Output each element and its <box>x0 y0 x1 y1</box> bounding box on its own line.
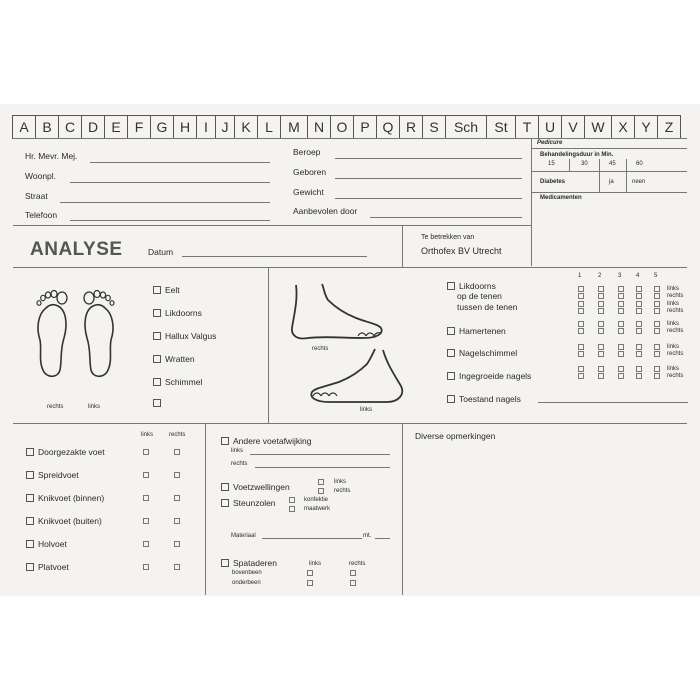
foot-bottom-label: links <box>360 407 373 413</box>
deformity-label: Knikvoet (buiten) <box>38 516 102 526</box>
toe-checkbox[interactable] <box>578 344 584 350</box>
swelling-links-checkbox[interactable] <box>318 479 324 485</box>
medication-label: Medicamenten <box>540 195 582 201</box>
toe-number: 1 <box>578 273 582 279</box>
checkbox[interactable] <box>26 517 34 525</box>
grid-links: links <box>667 366 680 372</box>
toe-checkbox[interactable] <box>654 286 660 292</box>
toe-sublabel: tussen de tenen <box>457 302 518 312</box>
supplier-label: Te betrekken van <box>421 234 475 241</box>
deformity-side-checkbox[interactable] <box>174 541 180 547</box>
condition-other[interactable] <box>153 399 161 407</box>
checkbox[interactable] <box>221 499 229 507</box>
grid-links: links <box>667 301 680 307</box>
checkbox[interactable] <box>221 559 229 567</box>
duration-15[interactable]: 15 <box>548 161 555 167</box>
deformity-side-checkbox[interactable] <box>143 449 149 455</box>
toe-checkbox[interactable] <box>618 328 624 334</box>
toe-checkbox[interactable] <box>618 301 624 307</box>
letter-tab[interactable]: C <box>58 115 82 139</box>
toe-number: 4 <box>636 273 640 279</box>
deformity-item[interactable] <box>26 493 104 503</box>
toe-checkbox[interactable] <box>598 328 604 334</box>
letter-tab[interactable]: L <box>257 115 281 139</box>
grid-links: links <box>667 286 680 292</box>
toe-checkbox[interactable] <box>654 351 660 357</box>
deformity-item[interactable] <box>26 447 105 457</box>
checkbox[interactable] <box>447 282 455 290</box>
toe-checkbox[interactable] <box>578 328 584 334</box>
varices-onderbeen: onderbeen <box>232 580 261 586</box>
diabetes-label: Diabetes <box>540 179 566 185</box>
toe-checkbox[interactable] <box>654 293 660 299</box>
letter-tab[interactable]: N <box>307 115 331 139</box>
toe-nail-state[interactable] <box>447 394 521 404</box>
toe-checkbox[interactable] <box>618 286 624 292</box>
duration-60[interactable]: 60 <box>636 161 643 167</box>
analyse-divider <box>402 225 403 267</box>
foot-swelling[interactable] <box>221 482 290 492</box>
toe-number: 3 <box>618 273 622 279</box>
letter-tab[interactable]: K <box>234 115 258 139</box>
toe-checkbox[interactable] <box>636 366 642 372</box>
insoles-konfektie-checkbox[interactable] <box>289 497 295 503</box>
toe-checkbox[interactable] <box>654 344 660 350</box>
analyse-title: ANALYSE <box>30 239 123 260</box>
toe-sublabel: op de tenen <box>457 291 502 301</box>
condition-label: Schimmel <box>165 377 203 387</box>
side-panel-divider <box>531 138 532 266</box>
checkbox[interactable] <box>447 349 455 357</box>
deformity-label: Knikvoet (binnen) <box>38 493 105 503</box>
letter-tab[interactable]: Y <box>634 115 658 139</box>
deformity-side-checkbox[interactable] <box>143 564 149 570</box>
born-line[interactable] <box>335 178 522 179</box>
born-label: Geboren <box>293 167 327 177</box>
letter-tab[interactable]: E <box>104 115 128 139</box>
soles-drawing <box>28 280 123 380</box>
letter-tab[interactable]: X <box>611 115 635 139</box>
checkbox[interactable] <box>153 399 161 407</box>
toe-label: Ingegroeide nagels <box>459 371 532 381</box>
nail-state-line[interactable] <box>538 402 688 403</box>
deformity-side-checkbox[interactable] <box>143 472 149 478</box>
letter-tab[interactable]: T <box>515 115 539 139</box>
toe-checkbox[interactable] <box>598 321 604 327</box>
toe-checkbox[interactable] <box>636 351 642 357</box>
toe-checkbox[interactable] <box>578 321 584 327</box>
deformity-side-checkbox[interactable] <box>174 564 180 570</box>
referred-line[interactable] <box>370 217 522 218</box>
date-label: Datum <box>148 247 174 257</box>
deformity-side-checkbox[interactable] <box>143 495 149 501</box>
toe-checkbox[interactable] <box>636 293 642 299</box>
toe-checkbox[interactable] <box>578 308 584 314</box>
grid-rechts: rechts <box>667 351 684 357</box>
deformity-side-checkbox[interactable] <box>174 449 180 455</box>
supplier-name: Orthofex BV Utrecht <box>421 246 502 256</box>
weight-label: Gewicht <box>293 187 324 197</box>
material-label: Materiaal <box>231 533 256 539</box>
section-rule-2 <box>13 423 687 424</box>
toe-label: Nagelschimmel <box>459 348 518 358</box>
deformity-side-checkbox[interactable] <box>143 518 149 524</box>
checkbox[interactable] <box>26 563 34 571</box>
toe-checkbox[interactable] <box>636 301 642 307</box>
other-label: Spataderen <box>233 558 277 568</box>
toe-checkbox[interactable] <box>636 308 642 314</box>
toe-checkbox[interactable] <box>578 301 584 307</box>
deformity-side-checkbox[interactable] <box>174 495 180 501</box>
toe-checkbox[interactable] <box>598 301 604 307</box>
letter-tab[interactable]: V <box>561 115 585 139</box>
diabetes-no[interactable]: neen <box>632 179 646 185</box>
foot-top-label: rechts <box>312 346 329 352</box>
other-links-label: links <box>231 448 244 454</box>
toe-checkbox[interactable] <box>578 293 584 299</box>
varices[interactable] <box>221 558 277 568</box>
duration-30[interactable]: 30 <box>581 161 588 167</box>
letter-tab[interactable]: H <box>173 115 197 139</box>
vertical-divider-1 <box>268 267 269 423</box>
condition-label: Likdoorns <box>165 308 202 318</box>
side-rule-3 <box>531 192 687 193</box>
sole-left-label: links <box>88 404 101 410</box>
letter-tab[interactable]: M <box>280 115 308 139</box>
grid-rechts: rechts <box>667 328 684 334</box>
checkbox[interactable] <box>26 494 34 502</box>
toe-nail-fungus[interactable] <box>447 348 517 358</box>
deformity-side-checkbox[interactable] <box>143 541 149 547</box>
toe-checkbox[interactable] <box>618 366 624 372</box>
insoles[interactable] <box>221 498 276 508</box>
toe-checkbox[interactable] <box>636 328 642 334</box>
toe-ingrown[interactable] <box>447 371 531 381</box>
toe-checkbox[interactable] <box>598 286 604 292</box>
insoles-maatwerk: maatwerk <box>304 506 331 512</box>
side-tick-2 <box>599 159 600 193</box>
checkbox[interactable] <box>447 327 455 335</box>
letter-tab[interactable]: Sch <box>445 115 487 139</box>
toe-checkbox[interactable] <box>618 308 624 314</box>
checkbox[interactable] <box>153 286 161 294</box>
toe-checkbox[interactable] <box>598 351 604 357</box>
section-rule-1 <box>13 267 687 268</box>
checkbox[interactable] <box>153 332 161 340</box>
diabetes-yes[interactable]: ja <box>609 179 614 185</box>
alphabet-index <box>13 115 681 139</box>
toe-checkbox[interactable] <box>654 373 660 379</box>
letter-tab[interactable]: I <box>196 115 216 139</box>
material-line[interactable] <box>262 538 362 539</box>
insoles-maatwerk-checkbox[interactable] <box>289 506 295 512</box>
letter-tab[interactable]: D <box>81 115 105 139</box>
checkbox[interactable] <box>153 309 161 317</box>
grid-rechts: rechts <box>667 293 684 299</box>
varices-rechts: rechts <box>349 561 366 567</box>
checkbox[interactable] <box>26 540 34 548</box>
letter-tab[interactable]: R <box>399 115 423 139</box>
checkbox[interactable] <box>447 395 455 403</box>
toe-corns[interactable] <box>447 281 496 291</box>
toe-checkbox[interactable] <box>578 351 584 357</box>
varices-links: links <box>309 561 322 567</box>
other-label: Voetzwellingen <box>233 482 290 492</box>
condition-likdoorns[interactable] <box>153 308 202 318</box>
name-line[interactable] <box>90 162 270 163</box>
profession-label: Beroep <box>293 147 321 157</box>
checkbox[interactable] <box>26 471 34 479</box>
condition-hallux[interactable] <box>153 331 216 341</box>
deformity-item[interactable] <box>26 516 102 526</box>
side-rule-2 <box>531 171 687 172</box>
other-rechts-label: rechts <box>231 461 248 467</box>
other-deformity[interactable] <box>221 436 311 446</box>
condition-label: Wratten <box>165 354 195 364</box>
weight-line[interactable] <box>335 198 522 199</box>
side-rule-1 <box>531 148 687 149</box>
vertical-divider-2 <box>205 423 206 595</box>
street-label: Straat <box>25 191 48 201</box>
letter-tab[interactable]: J <box>215 115 235 139</box>
letter-tab[interactable]: B <box>35 115 59 139</box>
deformity-item[interactable] <box>26 539 67 549</box>
insoles-konfektie: konfektie <box>304 497 329 503</box>
grid-links: links <box>667 344 680 350</box>
bovenbeen-links-checkbox[interactable] <box>307 570 313 576</box>
mt-line[interactable] <box>375 538 390 539</box>
vertical-divider-3 <box>402 423 403 595</box>
side-tick-1 <box>569 159 570 172</box>
deformity-item[interactable] <box>26 470 79 480</box>
letter-tab[interactable]: U <box>538 115 562 139</box>
toe-label: Hamertenen <box>459 326 506 336</box>
letter-tab[interactable]: Z <box>657 115 681 139</box>
toe-checkbox[interactable] <box>654 366 660 372</box>
deform-rechts-header: rechts <box>169 432 186 438</box>
toe-checkbox[interactable] <box>636 321 642 327</box>
deformity-side-checkbox[interactable] <box>174 472 180 478</box>
toe-label: Toestand nagels <box>459 394 521 404</box>
pedicure-label: Pedicure <box>537 140 563 146</box>
letter-tab[interactable]: A <box>12 115 36 139</box>
toe-checkbox[interactable] <box>618 344 624 350</box>
toe-checkbox[interactable] <box>578 366 584 372</box>
side-tick-3 <box>626 159 627 193</box>
deformity-label: Holvoet <box>38 539 67 549</box>
duration-label: Behandelingsduur in Min. <box>540 152 614 158</box>
varices-bovenbeen: bovenbeen <box>232 570 262 576</box>
toe-checkbox[interactable] <box>598 344 604 350</box>
name-label: Hr. Mevr. Mej. <box>25 151 78 161</box>
duration-45[interactable]: 45 <box>609 161 616 167</box>
letter-tab[interactable]: P <box>353 115 377 139</box>
swelling-rechts: rechts <box>334 488 351 494</box>
deformity-label: Spreidvoet <box>38 470 79 480</box>
toe-checkbox[interactable] <box>618 351 624 357</box>
grid-links: links <box>667 321 680 327</box>
checkbox[interactable] <box>153 378 161 386</box>
toe-label: Likdoorns <box>459 281 496 291</box>
toe-checkbox[interactable] <box>578 373 584 379</box>
toe-checkbox[interactable] <box>636 344 642 350</box>
letter-tab[interactable]: St <box>486 115 516 139</box>
street-line[interactable] <box>60 202 270 203</box>
toe-checkbox[interactable] <box>654 301 660 307</box>
referred-label: Aanbevolen door <box>293 206 358 216</box>
patient-card <box>0 105 700 595</box>
phone-line[interactable] <box>70 220 270 221</box>
toe-checkbox[interactable] <box>618 321 624 327</box>
condition-schimmel[interactable] <box>153 377 202 387</box>
toe-checkbox[interactable] <box>636 286 642 292</box>
deformity-side-checkbox[interactable] <box>174 518 180 524</box>
other-label: Steunzolen <box>233 498 276 508</box>
toe-checkbox[interactable] <box>598 308 604 314</box>
condition-label: Eelt <box>165 285 180 295</box>
profession-line[interactable] <box>335 158 522 159</box>
condition-eelt[interactable] <box>153 285 180 295</box>
letter-tab[interactable]: O <box>330 115 354 139</box>
swelling-links: links <box>334 479 347 485</box>
city-line[interactable] <box>70 182 270 183</box>
toe-checkbox[interactable] <box>654 321 660 327</box>
letter-tab[interactable]: G <box>150 115 174 139</box>
swelling-rechts-checkbox[interactable] <box>318 488 324 494</box>
remarks-label: Diverse opmerkingen <box>415 431 496 441</box>
condition-label: Hallux Valgus <box>165 331 217 341</box>
checkbox[interactable] <box>221 437 229 445</box>
top-rule <box>13 138 687 139</box>
deformity-label: Platvoet <box>38 562 69 572</box>
letter-tab[interactable]: Q <box>376 115 400 139</box>
other-label: Andere voetafwijking <box>233 436 312 446</box>
other-rechts-line[interactable] <box>255 467 390 468</box>
grid-rechts: rechts <box>667 308 684 314</box>
grid-rechts: rechts <box>667 373 684 379</box>
toe-checkbox[interactable] <box>598 366 604 372</box>
other-links-line[interactable] <box>250 454 390 455</box>
foot-side-left-drawing <box>305 346 410 411</box>
toe-number: 2 <box>598 273 602 279</box>
letter-tab[interactable]: F <box>127 115 151 139</box>
checkbox[interactable] <box>26 448 34 456</box>
deformity-item[interactable] <box>26 562 69 572</box>
toe-hammer[interactable] <box>447 326 506 336</box>
city-label: Woonpl. <box>25 171 57 181</box>
onderbeen-rechts-checkbox[interactable] <box>350 580 356 586</box>
toe-checkbox[interactable] <box>578 286 584 292</box>
checkbox[interactable] <box>447 372 455 380</box>
deform-links-header: links <box>141 432 154 438</box>
toe-checkbox[interactable] <box>598 373 604 379</box>
checkbox[interactable] <box>153 355 161 363</box>
checkbox[interactable] <box>221 483 229 491</box>
toe-checkbox[interactable] <box>654 328 660 334</box>
toe-checkbox[interactable] <box>618 293 624 299</box>
deformity-label: Doorgezakte voet <box>38 447 105 457</box>
material-mt: mt. <box>363 533 372 539</box>
toe-checkbox[interactable] <box>618 373 624 379</box>
bovenbeen-rechts-checkbox[interactable] <box>350 570 356 576</box>
toe-checkbox[interactable] <box>654 308 660 314</box>
toe-number: 5 <box>654 273 658 279</box>
letter-tab[interactable]: S <box>422 115 446 139</box>
condition-wratten[interactable] <box>153 354 195 364</box>
foot-side-right-drawing <box>284 280 389 350</box>
analyse-top-rule <box>13 225 531 226</box>
phone-label: Telefoon <box>25 210 58 220</box>
sole-right-label: rechts <box>47 404 64 410</box>
toe-checkbox[interactable] <box>598 293 604 299</box>
onderbeen-links-checkbox[interactable] <box>307 580 313 586</box>
date-line[interactable] <box>182 256 367 257</box>
letter-tab[interactable]: W <box>584 115 612 139</box>
toe-checkbox[interactable] <box>636 373 642 379</box>
